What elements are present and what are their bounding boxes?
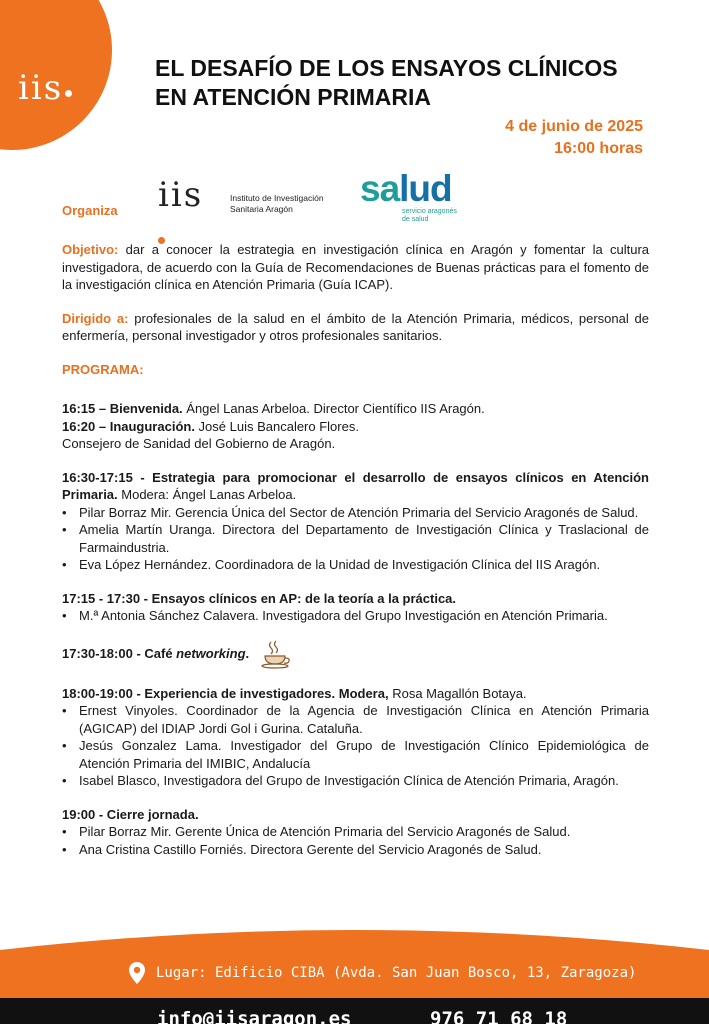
organiza-label: Organiza <box>62 203 118 218</box>
program-line: 16:15 – Bienvenida. Ángel Lanas Arbeloa. Director Científico IIS Aragón. <box>62 401 485 416</box>
logo-dot-icon <box>65 90 72 97</box>
salud-subtitle: servicio aragonés de salud <box>402 208 457 223</box>
program-line: 17:30-18:00 - Café networking. <box>62 645 250 661</box>
location-pin-icon <box>128 962 146 984</box>
speaker-list <box>62 823 649 858</box>
list-item: • Pilar Borraz Mir. Gerencia Única del Sector de Atención Primaria del Servicio Aragonés de Salud. <box>62 504 649 522</box>
program-line: 19:00 - Cierre jornada. <box>62 806 199 822</box>
speaker-list <box>62 702 649 790</box>
programa-heading: PROGRAMA: <box>62 361 144 377</box>
program-section-strategy <box>62 469 649 574</box>
list-item: • Isabel Blasco, Investigadora del Grupo de Investigación Clínica de Atención Primaria, Aragón. <box>62 772 649 790</box>
contact-phone[interactable]: 976 71 68 18 <box>430 1008 568 1030</box>
contact-email[interactable]: info@iisaragon.es <box>157 1008 352 1030</box>
program-line: Consejero de Sanidad del Gobierno de Aragón. <box>62 436 336 451</box>
event-date <box>505 116 643 160</box>
venue-text: Lugar: Edificio CIBA (Avda. San Juan Bosco, 13, Zaragoza) <box>156 965 637 981</box>
list-item: • M.ª Antonia Sánchez Calavera. Investigadora del Grupo Investigación en Atención Primaria. <box>62 607 649 625</box>
salud-wordmark: salud <box>360 168 452 209</box>
page-title <box>155 54 618 112</box>
title-line-2: EN ATENCIÓN PRIMARIA <box>155 84 431 110</box>
venue-location <box>128 962 636 984</box>
program-line: 16:30-17:15 - Estrategia para promocionar el desarrollo de ensayos clínicos en Atención Primaria. Modera: Ángel Lanas Arbeloa. <box>62 469 649 502</box>
title-line-1: EL DESAFÍO DE LOS ENSAYOS CLÍNICOS <box>155 55 618 81</box>
program-section-cafe <box>62 639 649 669</box>
iis-corner-logo: iis <box>18 68 72 108</box>
list-item: • Ernest Vinyoles. Coordinador de la Agencia de Investigación Clínica en Atención Primaria (AGICAP) del IDIAP Jordi Gol i Gurina. Cataluña. <box>62 702 649 737</box>
main-content <box>62 241 649 858</box>
iis-logo-name: Instituto de Investigación Sanitaria Aragón <box>230 193 324 214</box>
list-item: • Amelia Martín Uranga. Directora del Departamento de Investigación Clínica y Traslacional de Farmaindustria. <box>62 521 649 556</box>
speaker-list <box>62 607 649 625</box>
list-item: • Eva López Hernández. Coordinadora de la Unidad de Investigación Clínica del IIS Aragón. <box>62 556 649 574</box>
event-time-text: 16:00 horas <box>554 140 643 157</box>
program-line: 17:15 - 17:30 - Ensayos clínicos en AP: de la teoría a la práctica. <box>62 590 457 606</box>
list-item: • Jesús Gonzalez Lama. Investigador del Grupo de Investigación Clínico Epidemiológica de Atención Primaria del IMIBIC, Andalucía <box>62 737 649 772</box>
dirigido-paragraph: Dirigido a: profesionales de la salud en el ámbito de la Atención Primaria, médicos, personal de enfermería, personal investigador y otros profesionales sanitarios. <box>62 310 650 343</box>
list-item: • Ana Cristina Castillo Forniés. Directora Gerente del Servicio Aragonés de Salud. <box>62 841 649 859</box>
event-date-text: 4 de junio de 2025 <box>505 118 643 135</box>
program-section-closing <box>62 806 649 859</box>
program-line: 16:20 – Inauguración. José Luis Bancalero Flores. <box>62 418 359 434</box>
program-section-trials <box>62 590 649 625</box>
speaker-list <box>62 504 649 574</box>
salud-logo <box>360 168 470 224</box>
objetivo-paragraph: Objetivo: dar a conocer la estrategia en investigación clínica en Aragón y fomentar la cultura investigadora, de acuerdo con la Guía de Recomendaciones de Buenas prácticas para el fomento de la investigación clínica en Atención Primaria (Guía ICAP). <box>62 242 649 292</box>
program-section-opening <box>62 400 649 453</box>
iis-logo-mark: iis <box>158 175 203 255</box>
program-line: 18:00-19:00 - Experiencia de investigadores. Modera, Rosa Magallón Botaya. <box>62 685 527 701</box>
program-section-experiences <box>62 685 649 790</box>
list-item: • Pilar Borraz Mir. Gerente Única de Atención Primaria del Servicio Aragonés de Salud. <box>62 823 649 841</box>
coffee-cup-icon <box>259 639 293 669</box>
